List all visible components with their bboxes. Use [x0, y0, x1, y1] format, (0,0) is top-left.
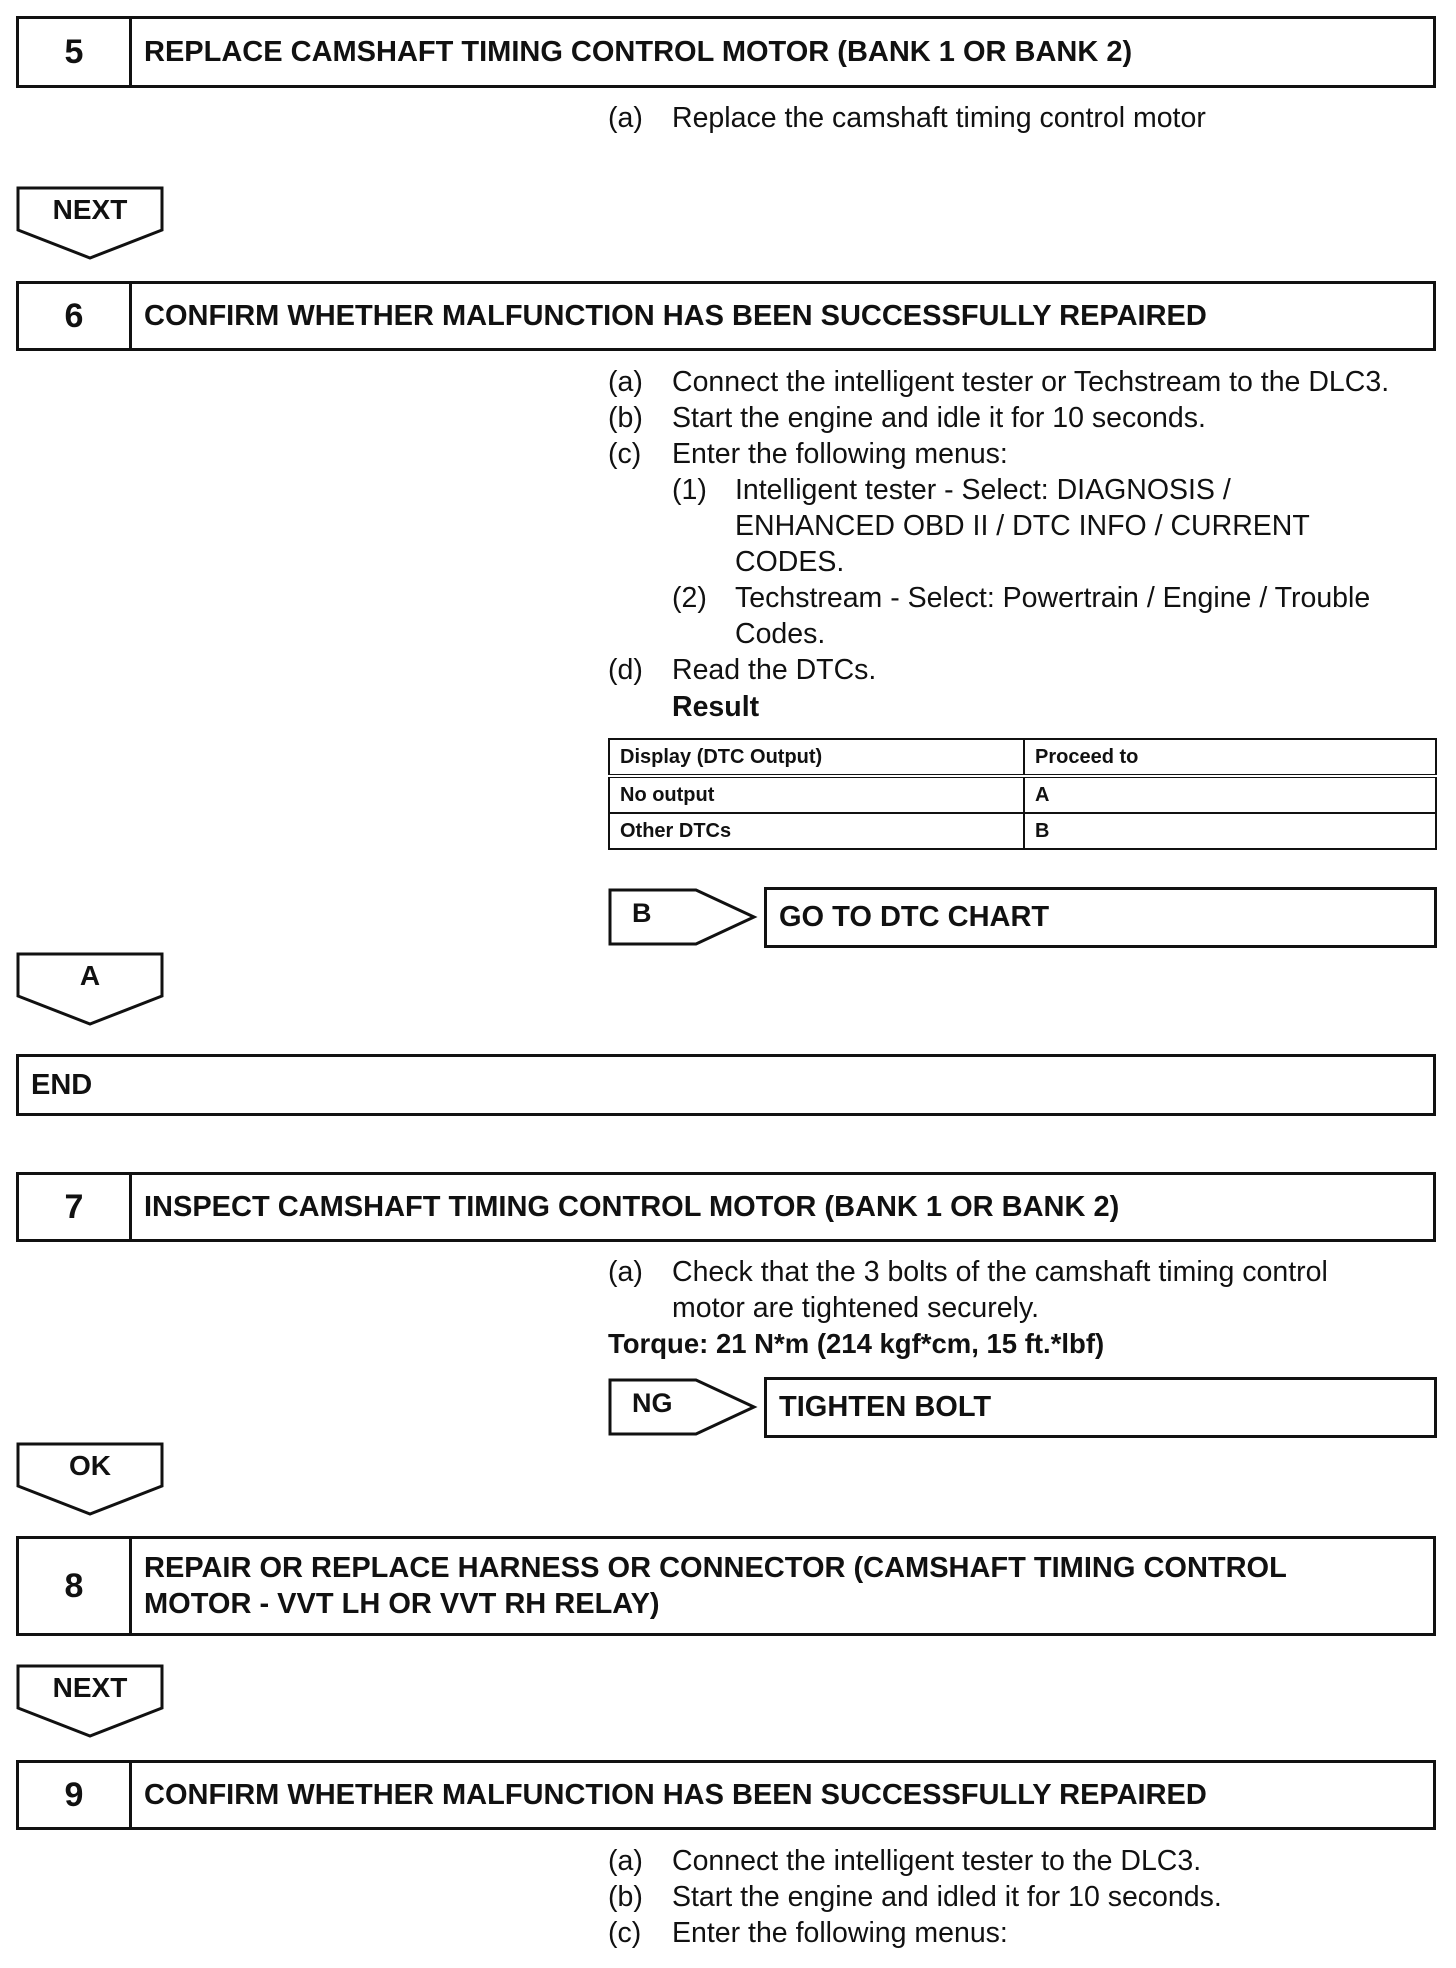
- item-text-line: ENHANCED OBD II / DTC INFO / CURRENT: [735, 510, 1310, 542]
- item-text-line: Intelligent tester - Select: DIAGNOSIS /: [735, 474, 1231, 506]
- table-cell: A: [1024, 776, 1436, 813]
- branch-a-tag[interactable]: [16, 952, 164, 1026]
- step-number: 8: [19, 1539, 132, 1633]
- item-text: Start the engine and idled it for 10 seconds.: [672, 1881, 1222, 1913]
- item-label: (a): [608, 102, 643, 134]
- branch-label: B: [632, 898, 652, 928]
- table-header-row: [609, 739, 1436, 776]
- step-number: 9: [19, 1763, 132, 1827]
- table-header-cell: Display (DTC Output): [609, 739, 1024, 776]
- ng-result: TIGHTEN BOLT: [764, 1377, 1437, 1438]
- step-number: 6: [19, 284, 132, 348]
- step-9-header: [16, 1760, 1436, 1830]
- step-number: 5: [19, 19, 132, 85]
- step-5-header: [16, 16, 1436, 88]
- item-label: (1): [672, 474, 707, 506]
- next-label: NEXT: [52, 194, 128, 225]
- item-label: (d): [608, 654, 643, 686]
- item-text: Start the engine and idle it for 10 seconds.: [672, 402, 1206, 434]
- step-6-header: [16, 281, 1436, 351]
- item-text-line: Codes.: [735, 618, 826, 650]
- step-8-header: [16, 1536, 1436, 1636]
- table-cell: No output: [609, 776, 1024, 813]
- table-row: [609, 813, 1436, 849]
- step-7-header: [16, 1172, 1436, 1242]
- step-title: REPAIR OR REPLACE HARNESS OR CONNECTOR (CAMSHAFT TIMING CONTROL MOTOR - VVT LH OR VVT RH RELAY): [144, 1552, 1287, 1620]
- item-label: (a): [608, 1256, 643, 1288]
- ok-tag[interactable]: [16, 1442, 164, 1516]
- item-label: (2): [672, 582, 707, 614]
- item-label: (c): [608, 438, 642, 470]
- step-number: 7: [19, 1175, 132, 1239]
- item-text: Connect the intelligent tester or Techstream to the DLC3.: [672, 366, 1390, 398]
- table-cell: Other DTCs: [609, 813, 1024, 849]
- item-label: (c): [608, 1917, 642, 1949]
- step-title: CONFIRM WHETHER MALFUNCTION HAS BEEN SUCCESSFULLY REPAIRED: [144, 1779, 1207, 1811]
- result-table: [608, 738, 1437, 850]
- next-tag[interactable]: [16, 1664, 164, 1738]
- step-title: CONFIRM WHETHER MALFUNCTION HAS BEEN SUCCESSFULLY REPAIRED: [144, 300, 1207, 332]
- item-text: Enter the following menus:: [672, 438, 1008, 470]
- step-title: REPLACE CAMSHAFT TIMING CONTROL MOTOR (BANK 1 OR BANK 2): [144, 36, 1133, 68]
- item-text-line: CODES.: [735, 546, 845, 578]
- next-tag[interactable]: [16, 186, 164, 260]
- table-cell: B: [1024, 813, 1436, 849]
- step-title: INSPECT CAMSHAFT TIMING CONTROL MOTOR (BANK 1 OR BANK 2): [144, 1191, 1120, 1223]
- item-text-line: Check that the 3 bolts of the camshaft timing control: [672, 1256, 1328, 1288]
- branch-label: A: [79, 960, 101, 991]
- item-text: Enter the following menus:: [672, 1917, 1008, 1949]
- item-label: (a): [608, 366, 643, 398]
- item-text-line: motor are tightened securely.: [672, 1292, 1039, 1324]
- branch-b-result: GO TO DTC CHART: [764, 887, 1437, 948]
- arrow-right-icon: [608, 1378, 758, 1436]
- end-box: END: [16, 1054, 1436, 1116]
- item-text: Connect the intelligent tester to the DLC3.: [672, 1845, 1202, 1877]
- item-label: (a): [608, 1845, 643, 1877]
- branch-b-tag[interactable]: [608, 888, 758, 946]
- branch-label: NG: [632, 1388, 673, 1418]
- item-text: Read the DTCs.: [672, 654, 877, 686]
- item-text: Replace the camshaft timing control motor: [672, 102, 1206, 134]
- item-label: (b): [608, 402, 643, 434]
- torque-spec: Torque: 21 N*m (214 kgf*cm, 15 ft.*lbf): [608, 1328, 1105, 1359]
- next-label: NEXT: [52, 1672, 128, 1703]
- table-header-cell: Proceed to: [1024, 739, 1436, 776]
- ng-tag[interactable]: [608, 1378, 758, 1436]
- result-heading: Result: [672, 691, 760, 723]
- table-row: [609, 776, 1436, 813]
- item-label: (b): [608, 1881, 643, 1913]
- arrow-right-icon: [608, 888, 758, 946]
- item-text-line: Techstream - Select: Powertrain / Engine / Trouble: [735, 582, 1371, 614]
- branch-label: OK: [69, 1450, 111, 1481]
